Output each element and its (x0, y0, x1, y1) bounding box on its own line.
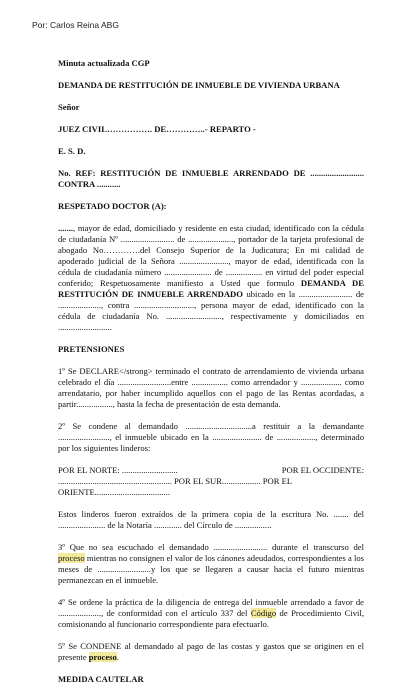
doc-subtitle: Minuta actualizada CGP (58, 58, 150, 68)
intro-text-1: , mayor de edad, domiciliado y residente en esta ciudad, identificado con la cédula de ciudadanía Nº ......................... de ....................., portador de la tarjeta profesional de abogado No………….del Consejo Superior de la Judicatura; En mi calidad de apoderado judicial de la Señora ......................., mayor de edad, identificada con la cédula de ciudadanía número ...................... de ................. en virtud del poder especial conferido; Respetuosamente manifiesto a Usted que formulo (58, 223, 364, 288)
pretension-3-text-a: 3º Que no sea escuchado el demandado ......................... durante el transcurso del (58, 542, 364, 552)
intro-name-blank: ....... (58, 223, 74, 233)
pretension-4-text-a: 4º Se ordene la práctica de la diligencia de entrega del inmueble arrendado a favor de ...................., de conformidad con el artículo 337 del (58, 597, 364, 618)
document-body (58, 58, 364, 696)
pretension-5-highlight: proceso (88, 652, 117, 662)
addressee: Señor (58, 102, 80, 112)
pretension-4-highlight: Código (250, 608, 277, 618)
pretension-3-text-b: mientras no consignen el valor de los cánones adeudados, correspondientes a los meses de .........................y los que se llegaren a causar hacia el futuro mientras permanezcan en el inmueble. (58, 553, 364, 585)
lindero-oriente: ORIENTE................................... (58, 487, 170, 497)
medida-cautelar-heading: MEDIDA CAUTELAR (58, 674, 144, 684)
linderos-block (58, 465, 364, 498)
esd-line: E. S. D. (58, 146, 86, 156)
salutation: RESPETADO DOCTOR (A): (58, 201, 167, 211)
pretension-4-text-b: de Procedimiento Civil, comisionando al funcionario correspondiente para efectuarlo. (58, 608, 364, 629)
pretension-3 (58, 542, 364, 586)
linderos-row-1 (58, 465, 364, 476)
linderos-source: Estos linderos fueron extraídos de la primera copia de la escritura No. ....... del ...................... de la Notaría ............. del Círculo de ................. (58, 509, 364, 530)
reference-line: No. REF: RESTITUCIÓN DE INMUEBLE ARRENDADO DE ......................... CONTRA ........... (58, 168, 364, 189)
pretension-3-highlight: proceso (58, 553, 85, 563)
pretension-4 (58, 597, 364, 630)
lindero-norte: POR EL NORTE: .......................... (58, 465, 178, 475)
intro-demand-title: DEMANDA DE RESTITUCIÓN DE INMUEBLE ARRENDADO (58, 278, 364, 299)
pretensiones-heading: PRETENSIONES (58, 344, 125, 354)
pretension-5-text-a: 5º Se CONDENE al demandado al pago de las costas y gastos que se originen en el presente (58, 641, 364, 662)
lindero-occidente: POR EL OCCIDENTE: (281, 465, 364, 475)
judge-line: JUEZ CIVIL……………. DE…………..- REPARTO - (58, 124, 256, 134)
intro-paragraph (58, 223, 364, 333)
pretension-5 (58, 641, 364, 663)
pretension-1: 1º Se DECLARE</strong> terminado el contrato de arrendamiento de vivienda urbana celebrado el día .........................entre ................. como arrendador y ................... como arrendatario, por haber incumplido aquellos con el pago de las Rentas acordadas, a partir................., hasta la fecha de presentación de esta demanda. (58, 366, 364, 409)
page-header-author: Por: Carlos Reina ABG (32, 20, 119, 30)
doc-title: DEMANDA DE RESTITUCIÓN DE INMUEBLE DE VIVIENDA URBANA (58, 80, 340, 90)
lindero-sur: ..................................................... POR EL SUR.................. POR EL (58, 476, 293, 486)
pretension-2: 2º Se condene al demandado ...............................a restituir a la demandante ........................, el inmueble ubicado en la ....................... de .................., determinado por los siguientes linderos: (58, 421, 364, 453)
intro-text-2: ubicado en la ......................... de ...................., contra ............................, persona mayor de edad, identificado con la cédula de ciudadanía No. .........................., respectivamente y domiciliados en ......................... (58, 289, 364, 332)
pretension-5-text-b: . (116, 652, 119, 662)
